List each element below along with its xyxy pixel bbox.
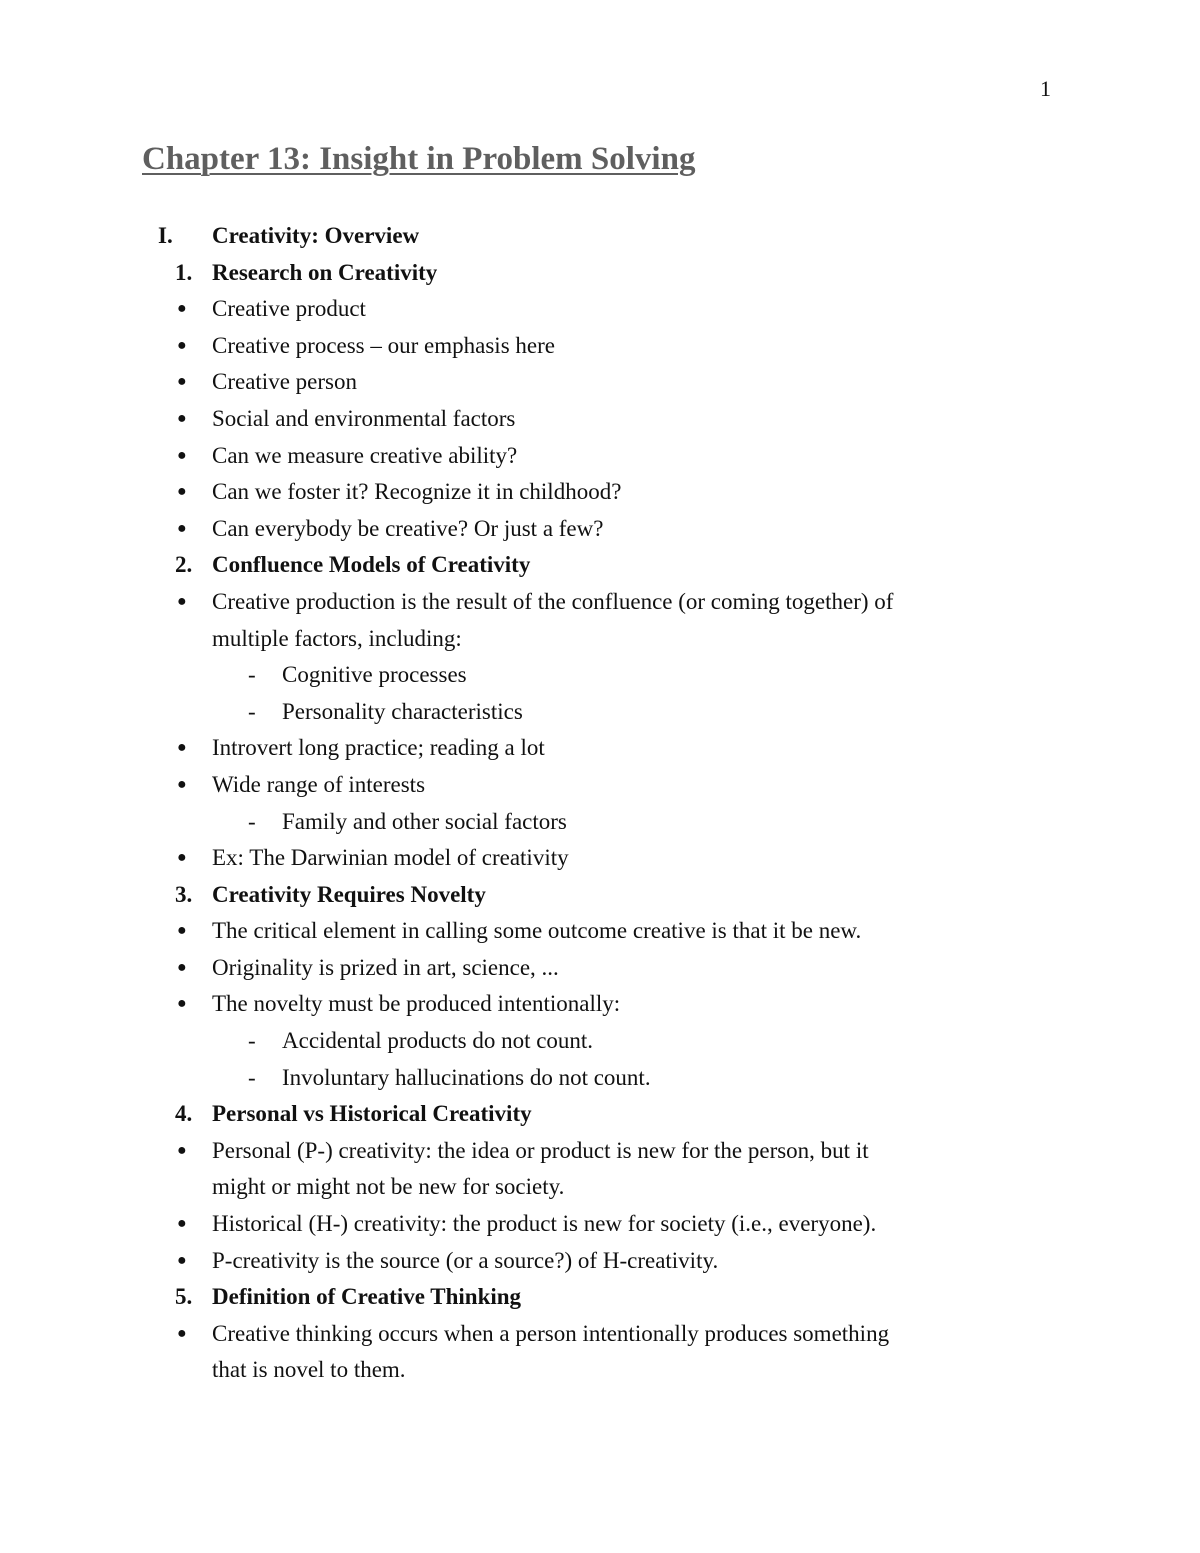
outline-text: Wide range of interests: [212, 771, 426, 797]
bullet-icon: ●: [177, 1324, 187, 1342]
bullet-item: [0, 584, 1200, 621]
outline-text: Can we foster it? Recognize it in childhood?: [212, 479, 622, 505]
bullet-item: [0, 401, 1200, 438]
subsection-heading: [0, 255, 1200, 292]
page-number: 1: [1040, 76, 1051, 101]
outline-text: Personal (P-) creativity: the idea or product is new for the person, but it: [212, 1137, 869, 1163]
bullet-icon: ●: [177, 1141, 187, 1159]
bullet-continuation: [0, 1169, 1200, 1206]
bullet-icon: ●: [177, 739, 187, 757]
outline-text: Ex: The Darwinian model of creativity: [212, 845, 569, 871]
dash-marker: -: [248, 1028, 256, 1054]
sub-bullet-item: [0, 694, 1200, 731]
outline-text: Can we measure creative ability?: [212, 442, 518, 468]
outline-text: Creative thinking occurs when a person intentionally produces something: [212, 1320, 890, 1346]
section-heading: [0, 218, 1200, 255]
bullet-item: [0, 364, 1200, 401]
bullet-icon: ●: [177, 373, 187, 391]
bullet-icon: ●: [177, 849, 187, 867]
list-number: 1.: [175, 259, 193, 285]
bullet-icon: ●: [177, 1215, 187, 1233]
outline-text: P-creativity is the source (or a source?) of H-creativity.: [212, 1247, 719, 1273]
sub-bullet-item: [0, 1060, 1200, 1097]
bullet-item: [0, 1316, 1200, 1353]
bullet-icon: ●: [177, 519, 187, 537]
sub-bullet-item: [0, 804, 1200, 841]
outline-text: Creative process – our emphasis here: [212, 332, 555, 358]
list-number: 3.: [175, 881, 193, 907]
bullet-item: [0, 328, 1200, 365]
list-number: I.: [158, 223, 173, 248]
list-number: 2.: [175, 552, 193, 578]
bullet-item: [0, 1243, 1200, 1280]
bullet-icon: ●: [177, 300, 187, 318]
outline-text: Definition of Creative Thinking: [212, 1284, 522, 1310]
outline-text: Cognitive processes: [282, 662, 467, 688]
bullet-icon: ●: [177, 995, 187, 1013]
subsection-heading: [0, 877, 1200, 914]
bullet-item: [0, 474, 1200, 511]
outline-text: might or might not be new for society.: [212, 1174, 565, 1200]
outline-text: Originality is prized in art, science, ...: [212, 954, 559, 980]
bullet-icon: ●: [177, 1251, 187, 1269]
bullet-icon: ●: [177, 409, 187, 427]
outline-text: Creativity Requires Novelty: [212, 881, 486, 907]
bullet-item: [0, 511, 1200, 548]
outline-text: Creative product: [212, 296, 366, 322]
outline-text: Can everybody be creative? Or just a few?: [212, 515, 604, 541]
outline-text: Accidental products do not count.: [282, 1028, 594, 1054]
sub-bullet-item: [0, 1023, 1200, 1060]
subsection-heading: [0, 547, 1200, 584]
outline-text: Confluence Models of Creativity: [212, 552, 531, 578]
bullet-icon: ●: [177, 592, 187, 610]
bullet-icon: ●: [177, 775, 187, 793]
bullet-item: [0, 291, 1200, 328]
subsection-heading: [0, 1096, 1200, 1133]
bullet-item: [0, 1133, 1200, 1170]
list-number: 4.: [175, 1101, 193, 1127]
bullet-item: [0, 840, 1200, 877]
bullet-icon: ●: [177, 958, 187, 976]
sub-bullet-item: [0, 657, 1200, 694]
outline-text: Introvert long practice; reading a lot: [212, 735, 545, 761]
outline-text: Historical (H-) creativity: the product is new for society (i.e., everyone).: [212, 1211, 877, 1237]
bullet-item: [0, 767, 1200, 804]
bullet-icon: ●: [177, 922, 187, 940]
list-number: 5.: [175, 1284, 193, 1310]
outline-text: Involuntary hallucinations do not count.: [282, 1064, 651, 1090]
bullet-icon: ●: [177, 336, 187, 354]
outline-text: The novelty must be produced intentionally:: [212, 991, 621, 1017]
dash-marker: -: [248, 662, 256, 688]
bullet-item: [0, 438, 1200, 475]
dash-marker: -: [248, 1064, 256, 1090]
outline-text: Personal vs Historical Creativity: [212, 1101, 532, 1127]
bullet-continuation: [0, 621, 1200, 658]
outline-text: that is novel to them.: [212, 1357, 406, 1383]
bullet-item: [0, 1206, 1200, 1243]
outline-text: Family and other social factors: [282, 808, 567, 834]
outline-list: [0, 218, 1200, 1389]
outline-text: Research on Creativity: [212, 259, 438, 285]
chapter-title: Chapter 13: Insight in Problem Solving: [142, 141, 696, 177]
subsection-heading: [0, 1279, 1200, 1316]
outline-text: multiple factors, including:: [212, 625, 462, 651]
outline-text: Creative production is the result of the confluence (or coming together) of: [212, 588, 894, 614]
bullet-item: [0, 730, 1200, 767]
bullet-item: [0, 986, 1200, 1023]
bullet-icon: ●: [177, 483, 187, 501]
outline-text: Personality characteristics: [282, 698, 523, 724]
outline-text: Social and environmental factors: [212, 405, 516, 431]
outline-text: The critical element in calling some outcome creative is that it be new.: [212, 918, 862, 944]
outline-text: Creativity: Overview: [212, 223, 420, 248]
bullet-icon: ●: [177, 446, 187, 464]
outline-text: Creative person: [212, 369, 357, 395]
bullet-item: [0, 913, 1200, 950]
dash-marker: -: [248, 698, 256, 724]
bullet-continuation: [0, 1352, 1200, 1389]
bullet-item: [0, 950, 1200, 987]
dash-marker: -: [248, 808, 256, 834]
